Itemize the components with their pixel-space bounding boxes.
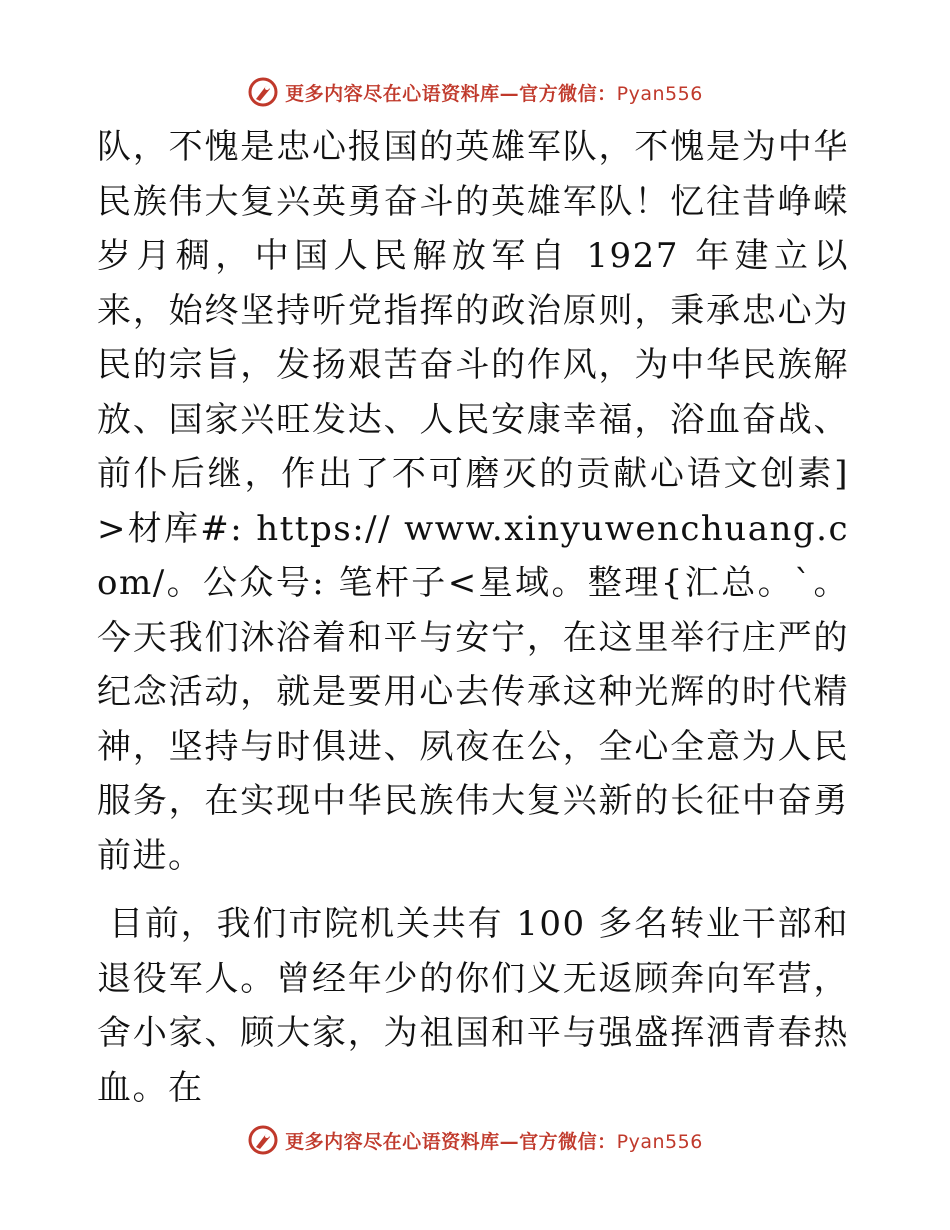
paragraph-2: 目前，我们市院机关共有 100 多名转业干部和退役军人。曾经年少的你们义无返顾奔向军营，舍小家、顾大家，为祖国和平与强盛挥洒青春热血。在 xyxy=(97,904,849,1108)
footer-watermark-text: 更多内容尽在心语资料库—官方微信：Pyan556 xyxy=(285,1130,703,1153)
header-watermark-text: 更多内容尽在心语资料库—官方微信：Pyan556 xyxy=(285,82,703,105)
paragraph-1: 队，不愧是忠心报国的英雄军队，不愧是为中华民族伟大复兴英勇奋斗的英雄军队！忆往昔峥嵘岁月稠，中国人民解放军自 1927 年建立以来，始终坚持听党指挥的政治原则，秉承忠心为民的宗旨，发扬艰苦奋斗的作风，为中华民族解放、国家兴旺发达、人民安康幸福，浴血奋战、前仆后继，作出了不可磨灭的贡献心语文创素]>材库#: https:// www.xinyuwenchuang.com/。公众号: 笔杆子<星域。整理{汇总。`。今天我们沐浴着和平与安宁，在这里举行庄严的纪念活动，就是要用心去传承这种光辉的时代精神，坚持与时俱进、夙夜在公，全心全意为人民服务，在实现中华民族伟大复兴新的长征中奋勇前进。 xyxy=(97,127,849,876)
document-body xyxy=(97,120,849,1115)
footer-wechat-id: Pyan556 xyxy=(616,1130,703,1153)
header-watermark xyxy=(0,72,950,112)
header-wechat-id: Pyan556 xyxy=(616,82,703,105)
pen-nib-seal-icon xyxy=(247,76,279,108)
pen-nib-seal-icon xyxy=(247,1124,279,1156)
footer-watermark xyxy=(0,1120,950,1160)
